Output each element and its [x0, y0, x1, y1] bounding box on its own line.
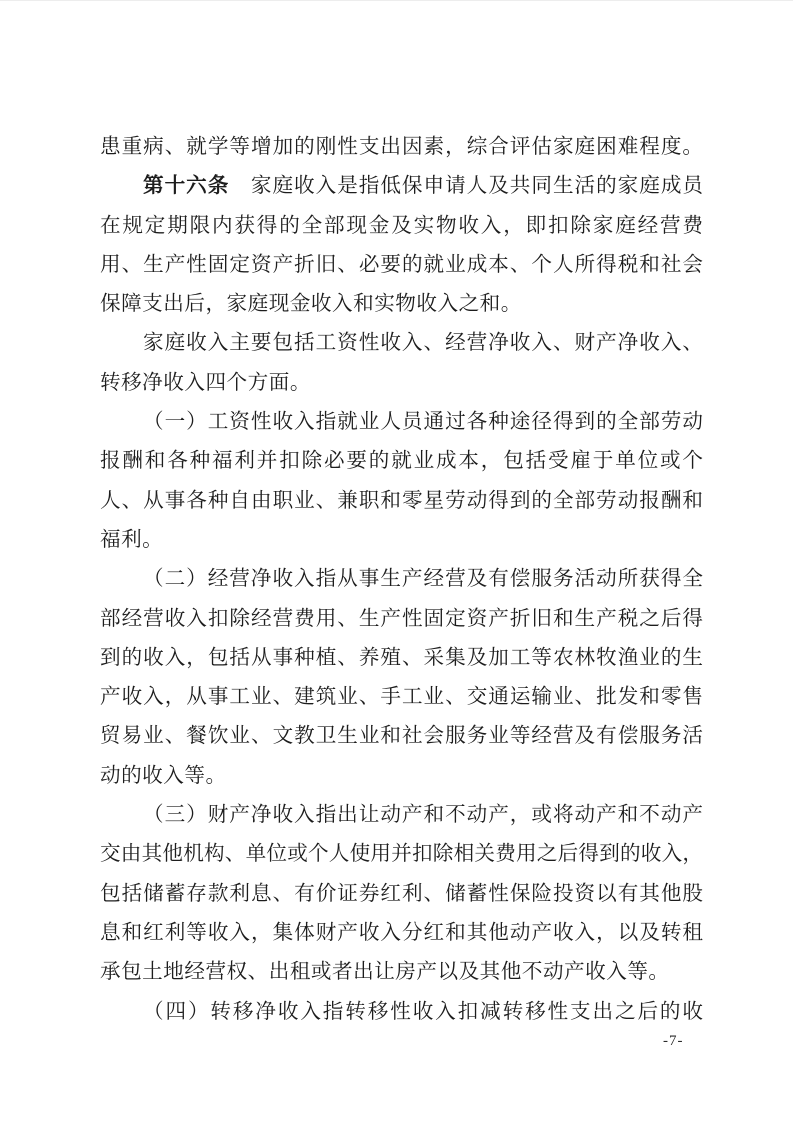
line-text: 家庭收入主要包括工资性收入、经营净收入、财产净收入、 [143, 332, 703, 355]
line-text: 报酬和各种福利并扣除必要的就业成本，包括受雇于单位或个 [100, 450, 703, 473]
scan-edge-artifact [0, 0, 793, 1]
document-body [100, 128, 703, 1032]
text-line [100, 953, 703, 992]
text-line [100, 167, 703, 206]
line-text: （三）财产净收入指出让动产和不动产，或将动产和不动产 [143, 804, 703, 827]
text-line [100, 875, 703, 914]
line-text: 在规定期限内获得的全部现金及实物收入，即扣除家庭经营费 [100, 214, 703, 237]
line-text: 家庭收入是指低保申请人及共同生活的家庭成员 [229, 175, 703, 198]
line-text: 福利。 [100, 528, 164, 551]
text-line [100, 521, 703, 560]
line-text: 产收入，从事工业、建筑业、手工业、交通运输业、批发和零售 [100, 686, 703, 709]
line-text: 动的收入等。 [100, 764, 227, 787]
text-line [100, 914, 703, 953]
text-line [100, 403, 703, 442]
text-line [100, 639, 703, 678]
line-text: （二）经营净收入指从事生产经营及有偿服务活动所获得全 [143, 568, 703, 591]
text-line [100, 993, 703, 1032]
text-line [100, 246, 703, 285]
text-line [100, 364, 703, 403]
line-text: 患重病、就学等增加的刚性支出因素，综合评估家庭困难程度。 [100, 136, 703, 158]
text-line [100, 600, 703, 639]
text-line [100, 207, 703, 246]
line-text: 承包土地经营权、出租或者出让房产以及其他不动产收入等。 [100, 961, 670, 984]
line-text: 转移净收入四个方面。 [100, 371, 311, 394]
text-line [100, 285, 703, 324]
line-text: 息和红利等收入，集体财产收入分红和其他动产收入，以及转租 [100, 921, 703, 944]
text-line [100, 482, 703, 521]
text-line [100, 717, 703, 756]
text-line [100, 560, 703, 599]
line-text: 到的收入，包括从事种植、养殖、采集及加工等农林牧渔业的生 [100, 646, 703, 669]
page-number: -7- [663, 1033, 684, 1049]
text-line [100, 678, 703, 717]
line-text: 包括储蓄存款利息、有价证券红利、储蓄性保险投资以有其他股 [100, 882, 703, 905]
line-text: 保障支出后，家庭现金收入和实物收入之和。 [100, 293, 522, 316]
text-line [100, 128, 703, 167]
line-text: （四）转移净收入指转移性收入扣减转移性支出之后的收 [143, 1000, 703, 1023]
text-line [100, 442, 703, 481]
text-line [100, 324, 703, 363]
line-text: 交由其他机构、单位或个人使用并扣除相关费用之后得到的收入， [100, 843, 703, 866]
line-text: 人、从事各种自由职业、兼职和零星劳动得到的全部劳动报酬和 [100, 489, 703, 512]
text-line [100, 835, 703, 874]
article-number: 第十六条 [143, 175, 230, 198]
line-text: 部经营收入扣除经营费用、生产性固定资产折旧和生产税之后得 [100, 607, 703, 630]
line-text: 用、生产性固定资产折旧、必要的就业成本、个人所得税和社会 [100, 253, 703, 276]
text-line [100, 757, 703, 796]
line-text: 贸易业、餐饮业、文教卫生业和社会服务业等经营及有偿服务活 [100, 725, 703, 748]
line-text: （一）工资性收入指就业人员通过各种途径得到的全部劳动 [143, 411, 703, 434]
text-line [100, 796, 703, 835]
